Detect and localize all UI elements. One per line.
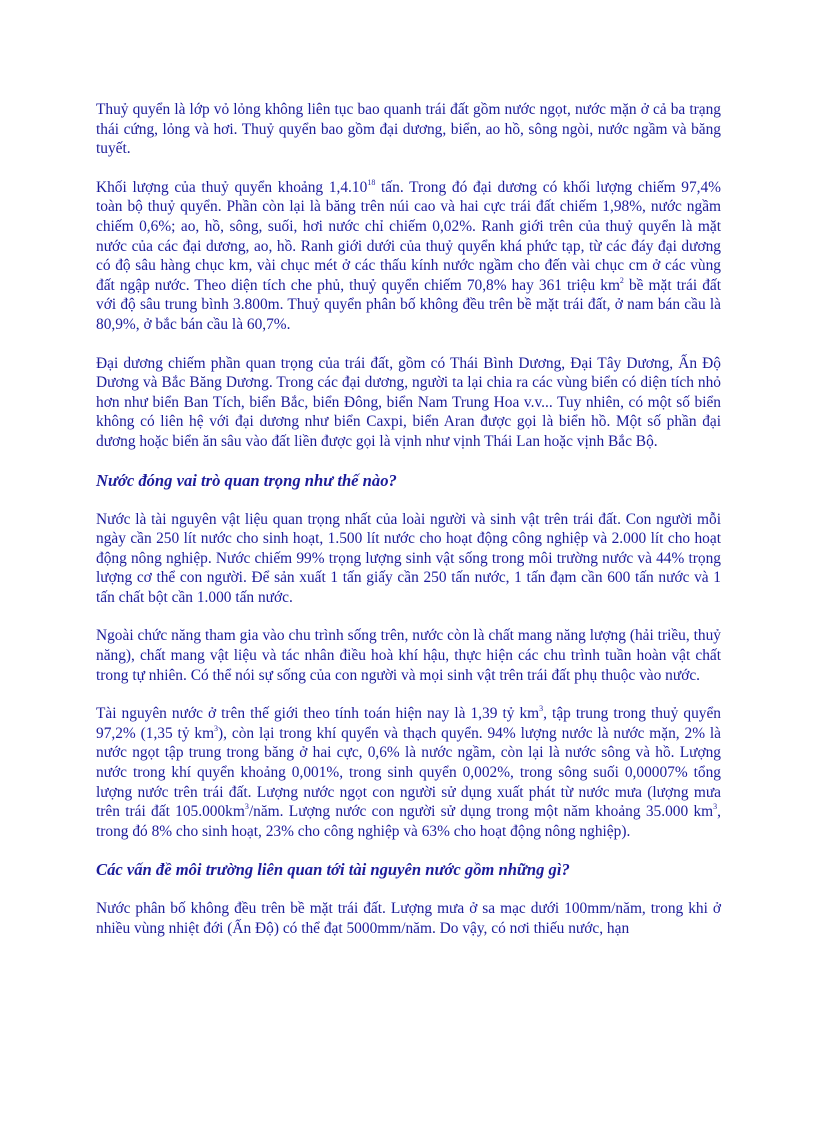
superscript: 18 (367, 177, 376, 187)
text-run: , trong đó 8% cho sinh hoạt, 23% cho công nghiệp và 63% cho hoạt động nông nghiệp). (96, 803, 722, 840)
superscript: 3 (214, 723, 219, 733)
paragraph-water-resource: Nước là tài nguyên vật liệu quan trọng nhất của loài người và sinh vật trên trái đất. Con người mỗi ngày cần 250 lít nước cho sinh hoạt, 1.500 lít nước cho hoạt động công nghiệp và 2.000 lít cho hoạt động nông nghiệp. Nước chiếm 99% trọng lượng sinh vật sống trong môi trường nước và 44% trọng lượng cơ thể con người. Để sản xuất 1 tấn giấy cần 250 tấn nước, 1 tấn đạm cần 600 tấn nước và 1 tấn chất bột cần 1.000 tấn nước. (96, 510, 721, 606)
document-page (96, 100, 721, 958)
superscript: 3 (244, 802, 249, 812)
text-run: Khối lượng của thuỷ quyển khoảng 1,4.10 (96, 178, 368, 196)
paragraph-hydrosphere-mass (96, 178, 721, 335)
paragraph-water-distribution: Nước phân bố không đều trên bề mặt trái đất. Lượng mưa ở sa mạc dưới 100mm/năm, trong khi ở nhiều vùng nhiệt đới (Ấn Độ) có thể đạt 5000mm/năm. Do vậy, có nơi thiếu nước, hạn (96, 900, 721, 937)
text-run: bề mặt trái đất với độ sâu trung bình 3.800m. Thuỷ quyển phân bố không đều trên bề mặt trái đất, ở nam bán cầu là 80,9%, ở bắc bán cầu là 60,7%. (96, 276, 722, 333)
paragraph-water-functions: Ngoài chức năng tham gia vào chu trình sống trên, nước còn là chất mang năng lượng (hải triều, thuỷ năng), chất mang vật liệu và tác nhân điều hoà khí hậu, thực hiện các chu trình tuần hoàn vật chất trong tự nhiên. Có thể nói sự sống của con người và mọi sinh vật trên trái đất phụ thuộc vào nước. (96, 627, 721, 684)
text-run: ), còn lại trong khí quyển và thạch quyển. 94% lượng nước là nước mặn, 2% là nước ngọt tập trung trong băng ở hai cực, 0,6% là nước ngầm, còn lại là nước sông và hồ. Lượng nước trong khí quyển khoảng 0,001%, trong sinh quyển 0,002%, trong sông suối 0,00007% tổng lượng nước trên trái đất. Lượng nước ngọt con người sử dụng xuất phát từ nước mưa (lượng mưa trên trái đất 105.000km (96, 724, 721, 821)
paragraph-world-water (96, 704, 721, 841)
superscript: 3 (539, 704, 544, 714)
text-run: tấn. Trong đó đại dương có khối lượng chiếm 97,4% toàn bộ thuỷ quyển. Phần còn lại là băng trên núi cao và hai cực trái đất chiếm 1,98%, nước ngầm chiếm 0,6%; ao, hồ, sông, suối, hơi nước chỉ chiếm 0,02%. Ranh giới trên của thuỷ quyển là mặt nước của các đại dương, ao, hồ. Ranh giới dưới của thuỷ quyển khá phức tạp, từ các đáy đại dương có độ sâu hàng chục km, vài chục mét ở các thấu kính nước ngầm cho đến vài chục cm ở các vùng đất ngập nước. Theo diện tích che phủ, thuỷ quyển chiếm 70,8% hay 361 triệu km (96, 178, 721, 294)
heading-water-role: Nước đóng vai trò quan trọng như thế nào? (96, 470, 397, 490)
text-run: , tập trung trong thuỷ quyển 97,2% (1,35 tỷ km (96, 705, 721, 742)
superscript: 2 (619, 275, 624, 285)
superscript: 3 (713, 802, 718, 812)
paragraph-oceans: Đại dương chiếm phần quan trọng của trái đất, gồm có Thái Bình Dương, Đại Tây Dương, Ấn Độ Dương và Bắc Băng Dương. Trong các đại dương, người ta lại chia ra các vùng biển có diện tích nhỏ hơn như biển Ban Tích, biển Bắc, biển Đông, biển Nam Trung Hoa v.v... Tuy nhiên, có một số biển không có liên hệ với đại dương như biển Caxpi, biển Aran được gọi là biển hồ. Một số phần đại dương hoặc biển ăn sâu vào đất liền được gọi là vịnh như vịnh Thái Lan hoặc vịnh Bắc Bộ. (96, 354, 721, 450)
heading-environment-issues: Các vấn đề môi trường liên quan tới tài nguyên nước gồm những gì? (96, 860, 570, 880)
paragraph-hydrosphere-definition: Thuỷ quyển là lớp vỏ lỏng không liên tục bao quanh trái đất gồm nước ngọt, nước mặn ở cả ba trạng thái cứng, lỏng và hơi. Thuỷ quyển bao gồm đại dương, biển, ao hồ, sông ngòi, nước ngầm và băng tuyết. (96, 101, 721, 158)
text-run: /năm. Lượng nước con người sử dụng trong một năm khoảng 35.000 km (248, 803, 714, 821)
text-run: Tài nguyên nước ở trên thế giới theo tính toán hiện nay là 1,39 tỷ km (96, 705, 540, 723)
